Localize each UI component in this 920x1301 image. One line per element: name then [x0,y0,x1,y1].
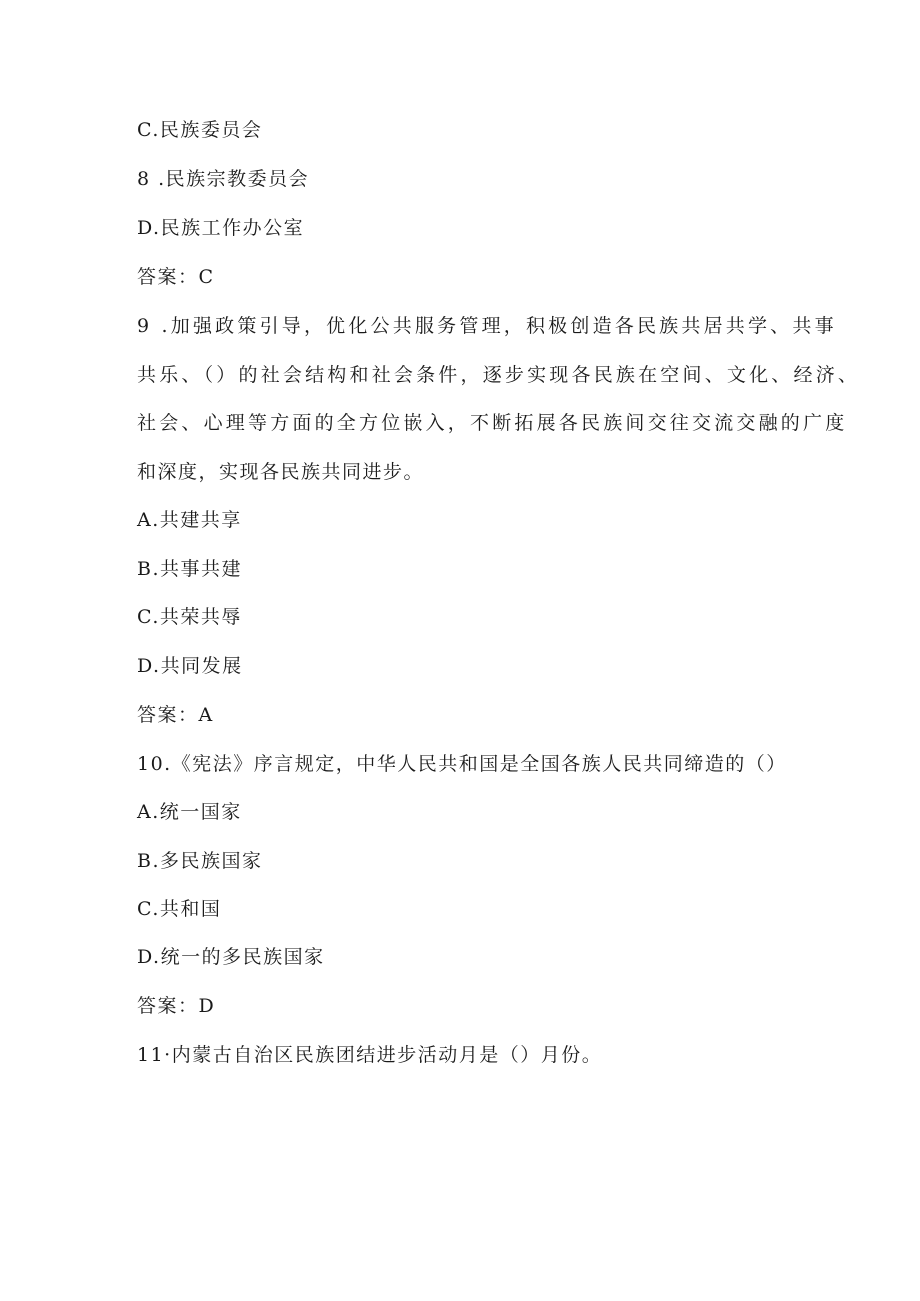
question-10: 10.《宪法》序言规定，中华人民共和国是全国各族人民共同缔造的（） [137,753,787,775]
question-11: 11·内蒙古自治区民族团结进步活动月是（）月份。 [137,1044,603,1066]
question-9-line-1: 9 .加强政策引导，优化公共服务管理，积极创造各民族共居共学、共事 [137,315,837,337]
option-c-q8: C.民族委员会 [137,119,263,141]
option-a-q10: A.统一国家 [137,801,242,823]
option-c-q9: C.共荣共辱 [137,606,242,628]
option-a-q9: A.共建共享 [137,509,242,531]
option-d-q8: D.民族工作办公室 [137,217,305,239]
option-c-q10: C.共和国 [137,898,222,920]
answer-q9: 答案：A [137,704,214,726]
question-9-line-3: 社会、心理等方面的全方位嵌入，不断拓展各民族间交往交流交融的广度 [137,412,848,434]
question-9-line-2: 共乐、（）的社会结构和社会条件，逐步实现各民族在空间、文化、经济、 [137,364,861,386]
option-d-q9: D.共同发展 [137,655,243,677]
question-9-line-4: 和深度，实现各民族共同进步。 [137,461,425,483]
option-d-q10: D.统一的多民族国家 [137,946,325,968]
option-b-q10: B.多民族国家 [137,850,263,872]
answer-q8: 答案：C [137,266,215,288]
option-b-q8: 8 .民族宗教委员会 [137,168,310,190]
answer-q10: 答案：D [137,995,216,1017]
option-b-q9: B.共事共建 [137,558,243,580]
